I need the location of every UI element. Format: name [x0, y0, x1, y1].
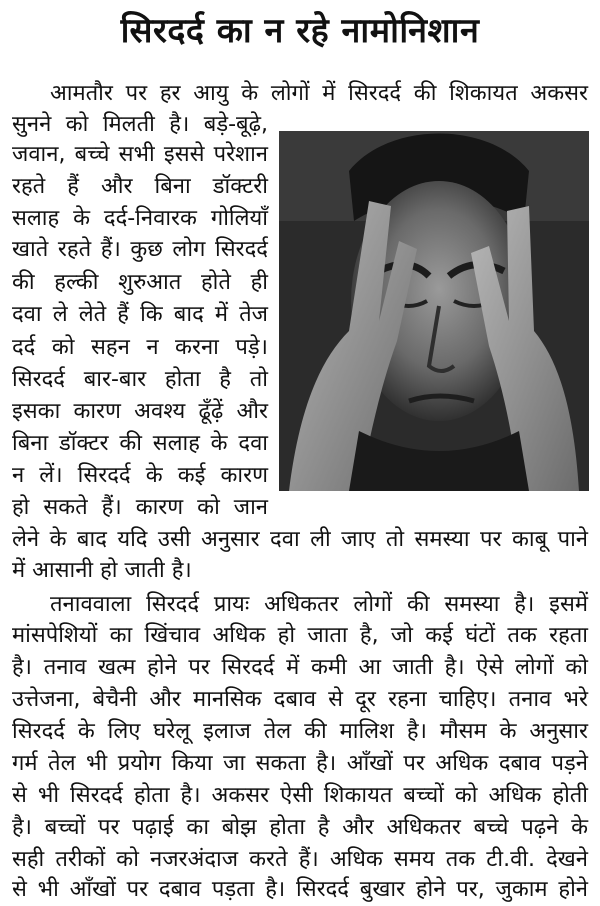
paragraph-line: न लें। सिरदर्द के कई कारण	[12, 463, 268, 488]
paragraph-line: से भी आँखों पर दबाव पड़ता है। सिरदर्द बुखार होने पर, जुकाम होने	[12, 877, 588, 902]
paragraph-line: से भी सिरदर्द होता है। अकसर ऐसी शिकायत बच्चों को अधिक होती	[12, 783, 588, 808]
paragraph-line: रहते हैं और बिना डॉक्टरी	[12, 174, 268, 199]
paragraph-line: जवान, बच्चे सभी इससे परेशान	[12, 142, 268, 167]
paragraph-line: सलाह के दर्द-निवारक गोलियाँ	[12, 206, 268, 231]
paragraph-line: दवा ले लेते हैं कि बाद में तेज	[12, 302, 268, 327]
paragraph-line: इसका कारण अवश्य ढूँढ़ें और	[12, 399, 268, 424]
paragraph-line: दर्द को सहन न करना पड़े।	[12, 335, 268, 360]
paragraph-line: उत्तेजना, बेचैनी और मानसिक दबाव से दूर रहना चाहिए। तनाव भरे	[12, 687, 588, 712]
paragraph-line: आमतौर पर हर आयु के लोगों में सिरदर्द की शिकायत अकसर	[50, 81, 588, 106]
paragraph-line: है। तनाव खत्म होने पर सिरदर्द में कमी आ जाती है। ऐसे लोगों को	[12, 655, 588, 680]
paragraph-line: खाते रहते हैं। कुछ लोग सिरदर्द	[12, 237, 268, 262]
paragraph-line: सिरदर्द बार-बार होता है तो	[12, 367, 268, 392]
paragraph-line: हो सकते हैं। कारण को जान	[12, 495, 268, 520]
paragraph-line: है। बच्चों पर पढ़ाई का बोझ होता है और अधिकतर बच्चे पढ़ने के	[12, 815, 588, 840]
paragraph-line: मांसपेशियों का खिंचाव अधिक हो जाता है, जो कई घंटों तक रहता	[12, 623, 588, 648]
paragraph-line: में आसानी हो जाती है।	[12, 558, 192, 583]
paragraph-line: तनाववाला सिरदर्द प्रायः अधिकतर लोगों की समस्या है। इसमें	[50, 592, 588, 617]
page-title: सिरदर्द का न रहे नामोनिशान	[120, 11, 480, 51]
paragraph-line: सिरदर्द के लिए घरेलू इलाज तेल की मालिश है। मौसम के अनुसार	[12, 719, 588, 744]
paragraph-line: बिना डॉक्टर की सलाह के दवा	[12, 431, 268, 456]
paragraph-line: लेने के बाद यदि उसी अनुसार दवा ली जाए तो समस्या पर काबू पाने	[12, 527, 588, 552]
headache-photo	[279, 131, 589, 491]
paragraph-line: सुनने को मिलती है। बड़े-बूढ़े,	[12, 112, 268, 137]
paragraph-line: गर्म तेल भी प्रयोग किया जा सकता है। आँखों पर अधिक दबाव पड़ने	[12, 751, 588, 776]
paragraph-line: की हल्की शुरुआत होते ही	[12, 270, 268, 295]
paragraph-line: सही तरीकों को नजरअंदाज करते हैं। अधिक समय तक टी.वी. देखने	[12, 847, 588, 872]
